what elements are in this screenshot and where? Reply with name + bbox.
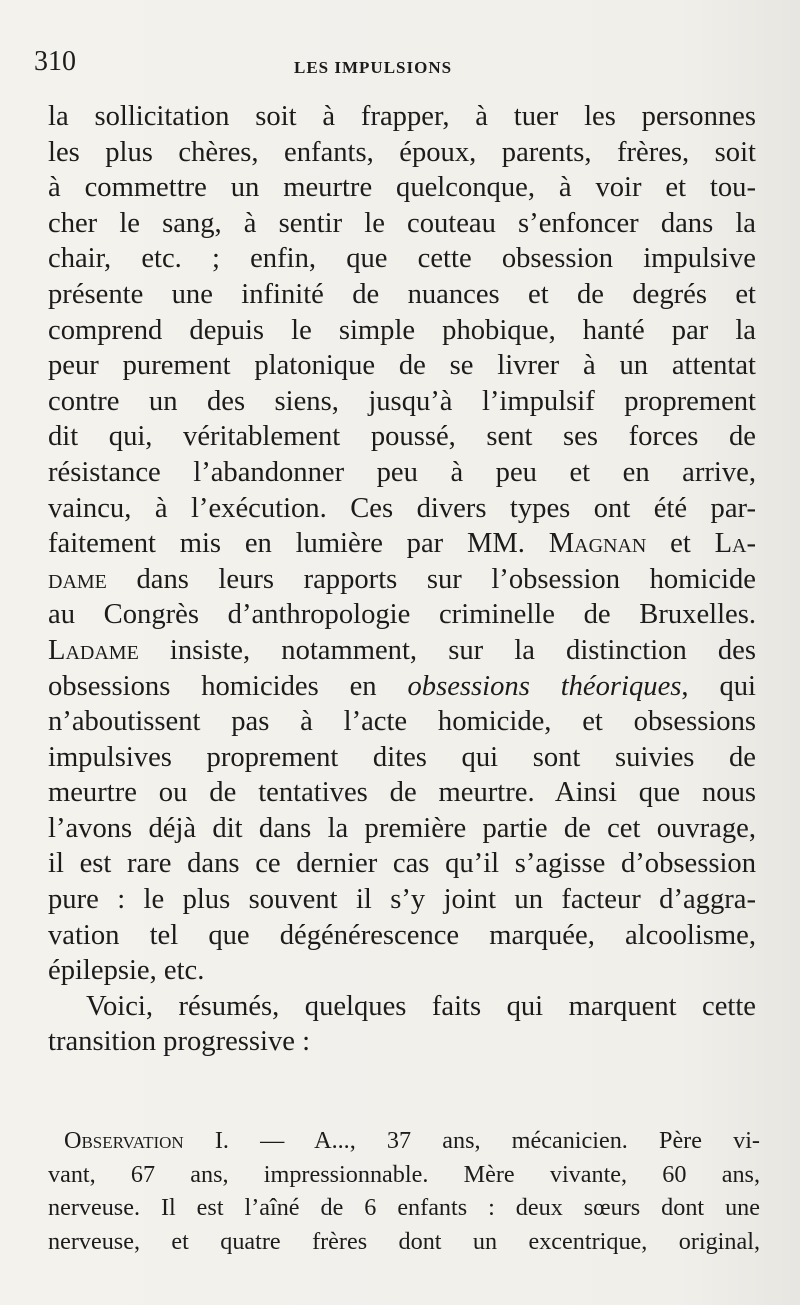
observation-numeral: I. (183, 1127, 229, 1154)
text-line: contre un des siens, jusqu’à l’impulsif proprement (48, 385, 756, 417)
text-segment: , qui (681, 670, 756, 702)
running-title: LES IMPULSIONS (294, 58, 453, 77)
running-head (34, 46, 734, 86)
text-line: la sollicitation soit à frapper, à tuer les personnes (48, 101, 756, 132)
text-line: Voici, résumés, quelques faits qui marquent cette (86, 990, 756, 1022)
author-name-ladame: Ladame (48, 634, 139, 666)
main-paragraph (48, 99, 756, 1060)
text-line: comprend depuis le simple phobique, hanté par la (48, 314, 756, 346)
text-line: vaincu, à l’exécution. Ces divers types ont été par- (48, 492, 756, 524)
text-line: les plus chères, enfants, époux, parents, frères, soit (48, 136, 756, 168)
text-line: cher le sang, à sentir le couteau s’enfoncer dans la (48, 207, 756, 239)
text-line: chair, etc. ; enfin, que cette obsession impulsive (48, 243, 756, 275)
text-line: impulsives proprement dites qui sont suivies de (48, 741, 756, 773)
author-name-ladame-part1: La- (714, 528, 757, 560)
text-segment: obsessions homicides en (48, 670, 408, 702)
observation-line: vant, 67 ans, impressionnable. Mère vivante, 60 ans, (48, 1160, 760, 1188)
text-line: résistance l’abandonner peu à peu et en arrive, (48, 456, 756, 488)
text-segment: faitement mis en lumière par MM. (48, 528, 549, 560)
text-line: dit qui, véritablement poussé, sent ses forces de (48, 421, 756, 453)
text-segment: — A..., 37 ans, mécanicien. Père vi- (228, 1127, 760, 1154)
text-line (48, 562, 756, 598)
text-line: meurtre ou de tentatives de meurtre. Ainsi que nous (48, 777, 756, 809)
observation-heading: Observation (64, 1127, 184, 1154)
author-name-magnan: Magnan (548, 528, 647, 560)
observation-line: nerveuse. Il est l’aîné de 6 enfants : deux sœurs dont une (48, 1194, 760, 1221)
author-name-ladame-part2: dame (48, 563, 107, 595)
observation-line: nerveuse, et quatre frères dont un excentrique, original, (48, 1227, 760, 1255)
text-line: transition progressive : (48, 1026, 311, 1058)
text-line: pure : le plus souvent il s’y joint un facteur d’aggra- (48, 884, 756, 916)
page-number: 310 (34, 46, 76, 77)
observation-block (48, 1124, 760, 1258)
observation-line (48, 1124, 760, 1158)
text-line: peur purement platonique de se livrer à un attentat (48, 350, 756, 382)
text-line (48, 669, 756, 705)
text-segment: dans leurs rapports sur l’obsession homicide (106, 563, 756, 595)
text-segment: et (646, 528, 715, 560)
text-line: il est rare dans ce dernier cas qu’il s’agisse d’obsession (48, 848, 756, 880)
text-line (48, 633, 756, 669)
text-line: n’aboutissent pas à l’acte homicide, et obsessions (48, 706, 756, 738)
text-line: à commettre un meurtre quelconque, à voir et tou- (48, 172, 756, 204)
text-line: l’avons déjà dit dans la première partie de cet ouvrage, (48, 812, 756, 844)
text-line (48, 526, 756, 562)
text-line: au Congrès d’anthropologie criminelle de Bruxelles. (48, 599, 756, 631)
text-segment: insiste, notamment, sur la distinction des (138, 634, 756, 666)
text-line: vation tel que dégénérescence marquée, alcoolisme, (48, 919, 756, 951)
italic-term: obsessions théoriques (407, 670, 682, 702)
text-line: présente une infinité de nuances et de degrés et (48, 278, 756, 310)
text-line: épilepsie, etc. (48, 955, 205, 987)
